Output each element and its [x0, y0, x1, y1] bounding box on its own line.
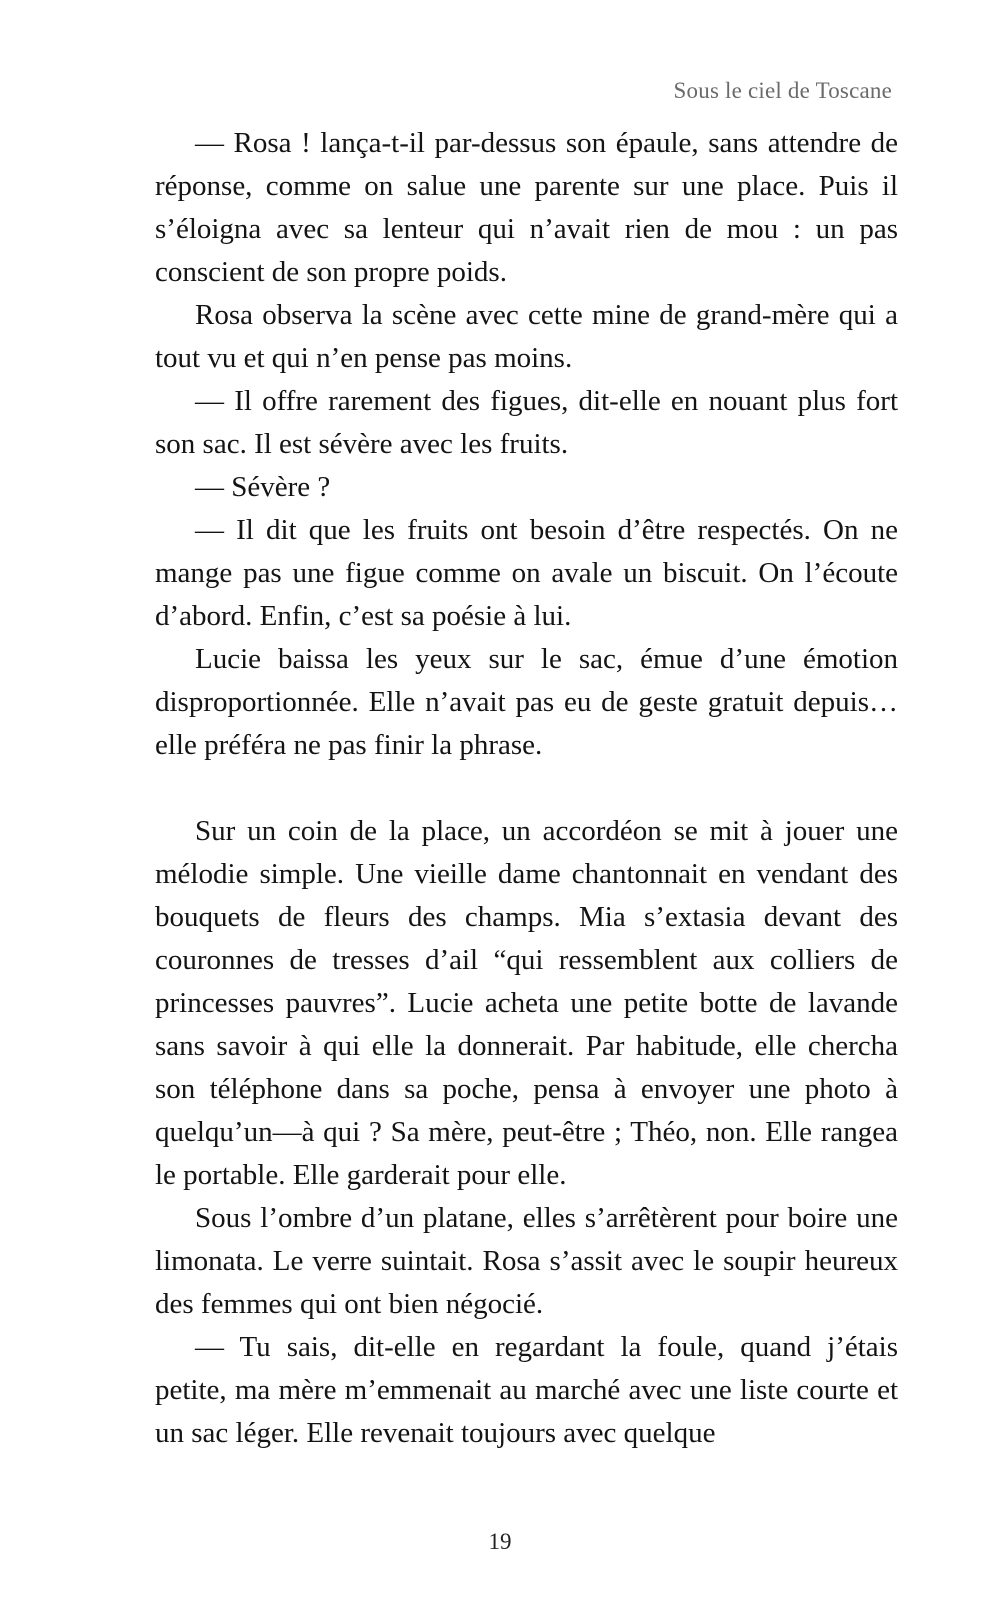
- paragraph: Sous l’ombre d’un platane, elles s’arrêtèrent pour boire une limonata. Le verre suintait. Rosa s’assit avec le soupir heureux des femmes qui ont bien négocié.: [155, 1202, 898, 1320]
- paragraph: Lucie baissa les yeux sur le sac, émue d’une émotion disproportionnée. Elle n’avait pas eu de geste gratuit depuis… elle préféra ne pas finir la phrase.: [155, 643, 898, 761]
- running-header: Sous le ciel de Toscane: [673, 78, 892, 103]
- body-text: [155, 122, 898, 1455]
- page-number: 19: [488, 1529, 512, 1554]
- paragraph: — Il dit que les fruits ont besoin d’être respectés. On ne mange pas une figue comme on avale un biscuit. On l’écoute d’abord. Enfin, c’est sa poésie à lui.: [155, 514, 898, 632]
- paragraph: — Il offre rarement des figues, dit-elle en nouant plus fort son sac. Il est sévère avec les fruits.: [155, 385, 898, 460]
- paragraph: — Sévère ?: [195, 471, 331, 503]
- paragraph-section-start: Sur un coin de la place, un accordéon se mit à jouer une mélodie simple. Une vieille dame chantonnait en vendant des bouquets de fleurs des champs. Mia s’extasia devant des couronnes de tresses d’ail “qui ressemblent aux colliers de princesses pauvres”. Lucie acheta une petite botte de lavande sans savoir à qui elle la donnerait. Par habitude, elle chercha son téléphone dans sa poche, pensa à envoyer une photo à quelqu’un—à qui ? Sa mère, peut-être ; Théo, non. Elle rangea le portable. Elle garderait pour elle.: [155, 815, 898, 1191]
- paragraph: Rosa observa la scène avec cette mine de grand-mère qui a tout vu et qui n’en pense pas moins.: [155, 299, 898, 374]
- paragraph: — Tu sais, dit-elle en regardant la foule, quand j’étais petite, ma mère m’emmenait au marché avec une liste courte et un sac léger. Elle revenait toujours avec quelque: [155, 1331, 898, 1449]
- paragraph: — Rosa ! lança-t-il par-dessus son épaule, sans attendre de réponse, comme on salue une parente sur une place. Puis il s’éloigna avec sa lenteur qui n’avait rien de mou : un pas conscient de son propre poids.: [155, 127, 898, 288]
